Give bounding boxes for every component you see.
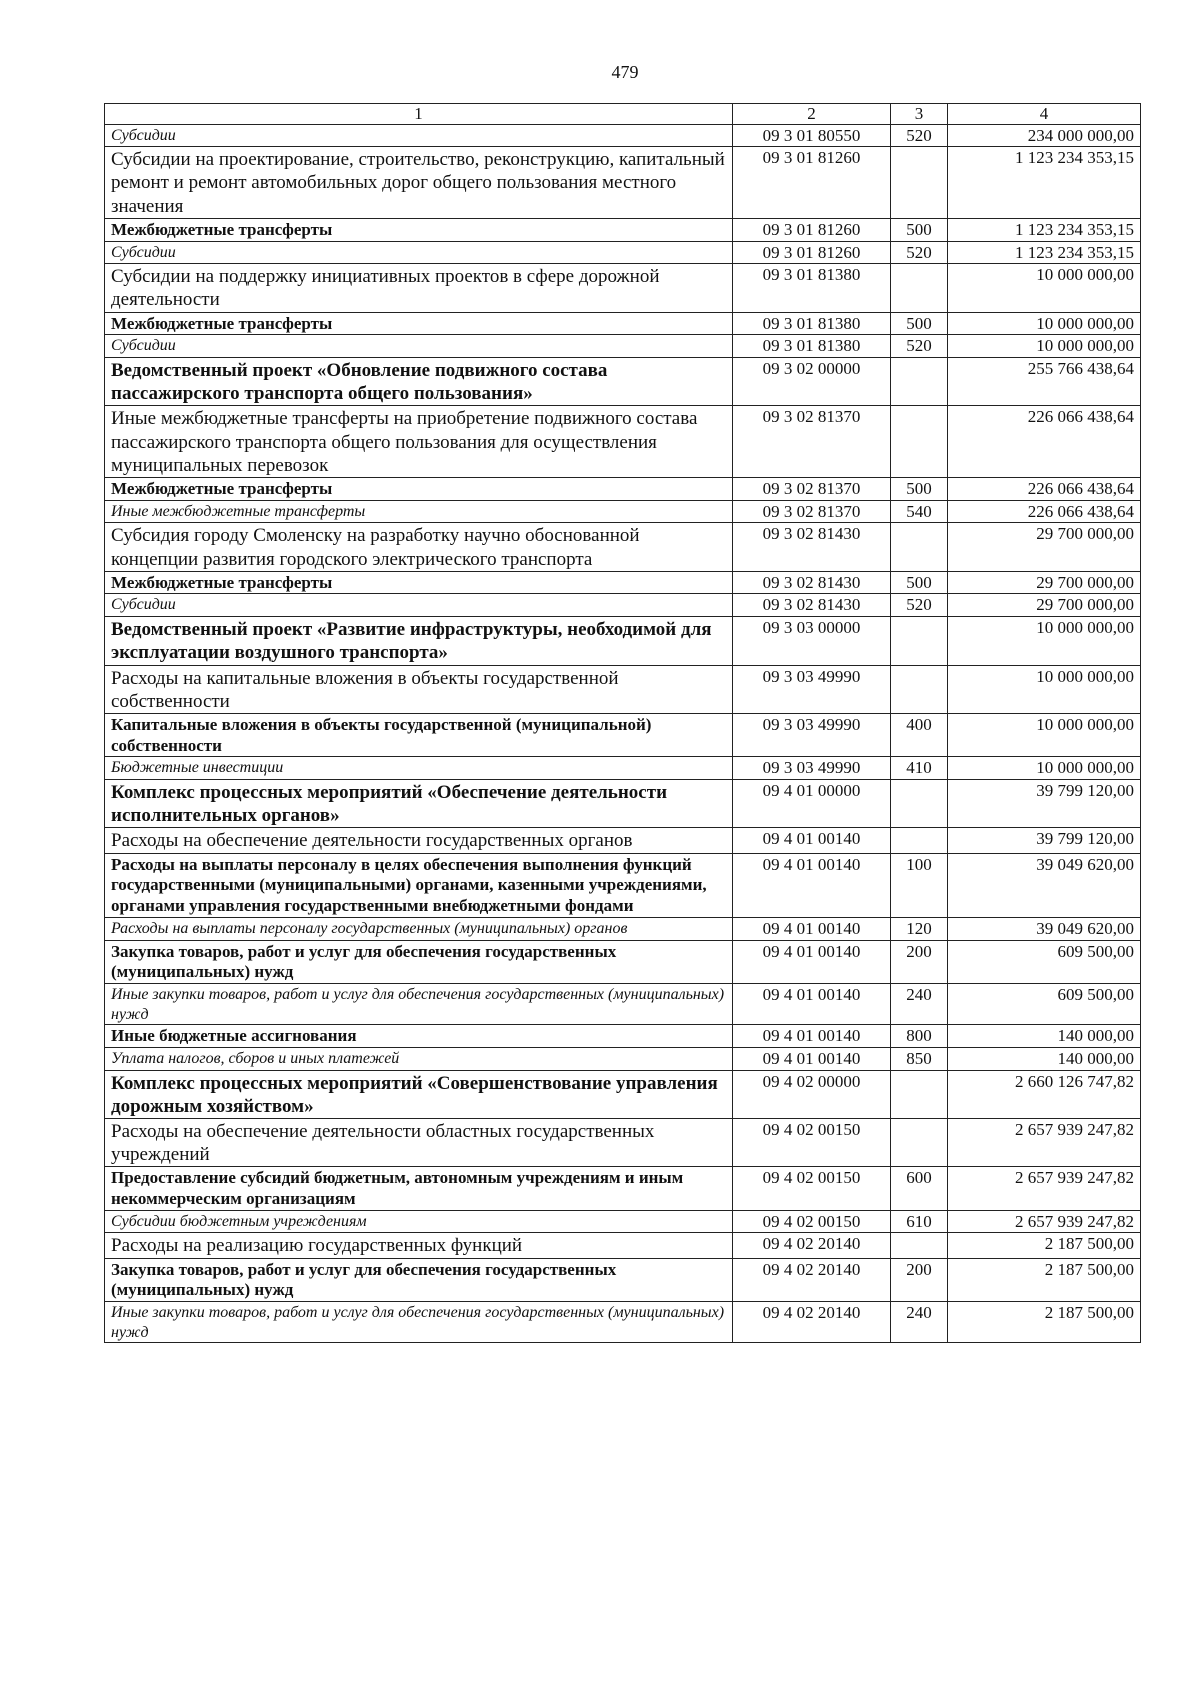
row-expense-type: 200 <box>891 940 948 983</box>
row-expense-type: 410 <box>891 757 948 780</box>
table-row <box>105 312 1141 335</box>
table-row <box>105 1118 1141 1166</box>
row-expense-type: 240 <box>891 1302 948 1343</box>
table-row <box>105 571 1141 594</box>
row-amount: 234 000 000,00 <box>948 124 1141 147</box>
table-row <box>105 940 1141 983</box>
row-code: 09 3 01 81260 <box>733 147 891 219</box>
row-name: Иные межбюджетные трансферты <box>105 500 733 523</box>
row-code: 09 4 02 20140 <box>733 1258 891 1301</box>
row-name: Иные закупки товаров, работ и услуг для обеспечения государственных (муниципальных) нужд <box>105 984 733 1025</box>
row-name: Расходы на выплаты персоналу государственных (муниципальных) органов <box>105 917 733 940</box>
table-row <box>105 1025 1141 1048</box>
row-code: 09 4 02 00000 <box>733 1070 891 1118</box>
table-row <box>105 828 1141 853</box>
row-code: 09 3 02 81370 <box>733 477 891 500</box>
row-amount: 10 000 000,00 <box>948 665 1141 713</box>
row-amount: 10 000 000,00 <box>948 617 1141 665</box>
row-expense-type: 500 <box>891 312 948 335</box>
table-row <box>105 1070 1141 1118</box>
row-amount: 29 700 000,00 <box>948 571 1141 594</box>
budget-table <box>104 103 1141 1343</box>
table-row <box>105 594 1141 617</box>
row-expense-type <box>891 264 948 312</box>
column-header-2: 2 <box>733 104 891 125</box>
row-code: 09 3 01 81380 <box>733 335 891 358</box>
column-header-3: 3 <box>891 104 948 125</box>
row-name: Субсидии <box>105 124 733 147</box>
row-expense-type: 800 <box>891 1025 948 1048</box>
row-code: 09 3 02 81430 <box>733 594 891 617</box>
row-expense-type <box>891 780 948 828</box>
row-expense-type <box>891 147 948 219</box>
row-expense-type: 500 <box>891 571 948 594</box>
row-name: Расходы на реализацию государственных функций <box>105 1233 733 1258</box>
row-expense-type: 520 <box>891 594 948 617</box>
row-amount: 10 000 000,00 <box>948 713 1141 756</box>
row-code: 09 4 02 20140 <box>733 1302 891 1343</box>
row-name: Субсидия городу Смоленску на разработку научно обоснованной концепции развития городского электрического транспорта <box>105 523 733 571</box>
row-name: Субсидии <box>105 241 733 264</box>
row-code: 09 4 01 00140 <box>733 1047 891 1070</box>
row-amount: 1 123 234 353,15 <box>948 218 1141 241</box>
row-code: 09 3 03 49990 <box>733 713 891 756</box>
table-row <box>105 1210 1141 1233</box>
row-expense-type <box>891 617 948 665</box>
row-amount: 10 000 000,00 <box>948 264 1141 312</box>
row-code: 09 4 01 00140 <box>733 984 891 1025</box>
row-name: Иные закупки товаров, работ и услуг для обеспечения государственных (муниципальных) нужд <box>105 1302 733 1343</box>
row-expense-type: 240 <box>891 984 948 1025</box>
row-code: 09 4 01 00140 <box>733 917 891 940</box>
row-amount: 2 187 500,00 <box>948 1302 1141 1343</box>
table-row <box>105 335 1141 358</box>
row-name: Закупка товаров, работ и услуг для обеспечения государственных (муниципальных) нужд <box>105 940 733 983</box>
row-code: 09 4 01 00140 <box>733 940 891 983</box>
row-code: 09 3 02 81370 <box>733 500 891 523</box>
row-expense-type: 610 <box>891 1210 948 1233</box>
row-code: 09 4 02 00150 <box>733 1118 891 1166</box>
row-expense-type: 850 <box>891 1047 948 1070</box>
row-amount: 1 123 234 353,15 <box>948 147 1141 219</box>
row-amount: 609 500,00 <box>948 984 1141 1025</box>
row-amount: 140 000,00 <box>948 1025 1141 1048</box>
row-amount: 140 000,00 <box>948 1047 1141 1070</box>
row-expense-type <box>891 665 948 713</box>
row-code: 09 4 02 00150 <box>733 1167 891 1210</box>
row-code: 09 3 02 81430 <box>733 571 891 594</box>
row-amount: 609 500,00 <box>948 940 1141 983</box>
row-amount: 10 000 000,00 <box>948 757 1141 780</box>
row-code: 09 3 01 81380 <box>733 312 891 335</box>
row-expense-type: 400 <box>891 713 948 756</box>
row-amount: 39 799 120,00 <box>948 780 1141 828</box>
budget-table-body <box>105 104 1141 1343</box>
row-expense-type: 120 <box>891 917 948 940</box>
table-row <box>105 713 1141 756</box>
row-name: Расходы на выплаты персоналу в целях обеспечения выполнения функций государственными (муниципальными) органами, казенными учреждениями, органами управления государственными внебюджетными фондами <box>105 853 733 917</box>
row-name: Капитальные вложения в объекты государственной (муниципальной) собственности <box>105 713 733 756</box>
table-row <box>105 757 1141 780</box>
row-name: Иные межбюджетные трансферты на приобретение подвижного состава пассажирского транспорта общего пользования для осуществления муниципальных перевозок <box>105 406 733 478</box>
row-name: Иные бюджетные ассигнования <box>105 1025 733 1048</box>
row-amount: 2 660 126 747,82 <box>948 1070 1141 1118</box>
table-header-row <box>105 104 1141 125</box>
row-code: 09 4 01 00140 <box>733 1025 891 1048</box>
row-name: Расходы на обеспечение деятельности государственных органов <box>105 828 733 853</box>
row-expense-type <box>891 406 948 478</box>
row-expense-type: 540 <box>891 500 948 523</box>
row-name: Комплекс процессных мероприятий «Совершенствование управления дорожным хозяйством» <box>105 1070 733 1118</box>
row-amount: 29 700 000,00 <box>948 523 1141 571</box>
table-row <box>105 665 1141 713</box>
row-expense-type: 200 <box>891 1258 948 1301</box>
row-name: Субсидии бюджетным учреждениям <box>105 1210 733 1233</box>
row-amount: 10 000 000,00 <box>948 312 1141 335</box>
table-row <box>105 477 1141 500</box>
table-row <box>105 853 1141 917</box>
table-row <box>105 147 1141 219</box>
row-code: 09 3 03 49990 <box>733 757 891 780</box>
table-row <box>105 523 1141 571</box>
row-amount: 2 657 939 247,82 <box>948 1118 1141 1166</box>
row-code: 09 4 01 00000 <box>733 780 891 828</box>
row-amount: 2 187 500,00 <box>948 1233 1141 1258</box>
table-row <box>105 406 1141 478</box>
row-name: Закупка товаров, работ и услуг для обеспечения государственных (муниципальных) нужд <box>105 1258 733 1301</box>
row-code: 09 4 01 00140 <box>733 853 891 917</box>
table-row <box>105 241 1141 264</box>
row-amount: 39 799 120,00 <box>948 828 1141 853</box>
row-amount: 39 049 620,00 <box>948 917 1141 940</box>
table-row <box>105 1302 1141 1343</box>
row-name: Межбюджетные трансферты <box>105 477 733 500</box>
row-name: Субсидии на проектирование, строительство, реконструкцию, капитальный ремонт и ремонт автомобильных дорог общего пользования местного значения <box>105 147 733 219</box>
table-row <box>105 984 1141 1025</box>
row-name: Межбюджетные трансферты <box>105 312 733 335</box>
row-name: Комплекс процессных мероприятий «Обеспечение деятельности исполнительных органов» <box>105 780 733 828</box>
row-name: Субсидии <box>105 594 733 617</box>
table-row <box>105 917 1141 940</box>
table-row <box>105 124 1141 147</box>
column-header-4: 4 <box>948 104 1141 125</box>
row-amount: 2 657 939 247,82 <box>948 1210 1141 1233</box>
row-amount: 1 123 234 353,15 <box>948 241 1141 264</box>
row-code: 09 4 02 00150 <box>733 1210 891 1233</box>
row-expense-type: 520 <box>891 241 948 264</box>
table-row <box>105 1258 1141 1301</box>
row-name: Субсидии на поддержку инициативных проектов в сфере дорожной деятельности <box>105 264 733 312</box>
row-expense-type: 100 <box>891 853 948 917</box>
table-row <box>105 500 1141 523</box>
row-name: Субсидии <box>105 335 733 358</box>
row-name: Ведомственный проект «Обновление подвижного состава пассажирского транспорта общего пользования» <box>105 358 733 406</box>
row-expense-type: 500 <box>891 477 948 500</box>
table-row <box>105 617 1141 665</box>
row-amount: 10 000 000,00 <box>948 335 1141 358</box>
row-expense-type <box>891 1118 948 1166</box>
row-name: Межбюджетные трансферты <box>105 218 733 241</box>
row-amount: 2 187 500,00 <box>948 1258 1141 1301</box>
row-code: 09 3 03 00000 <box>733 617 891 665</box>
row-code: 09 4 01 00140 <box>733 828 891 853</box>
table-row <box>105 1047 1141 1070</box>
row-name: Бюджетные инвестиции <box>105 757 733 780</box>
row-name: Расходы на капитальные вложения в объекты государственной собственности <box>105 665 733 713</box>
row-expense-type <box>891 1070 948 1118</box>
row-expense-type <box>891 1233 948 1258</box>
column-header-1: 1 <box>105 104 733 125</box>
row-amount: 2 657 939 247,82 <box>948 1167 1141 1210</box>
row-amount: 226 066 438,64 <box>948 406 1141 478</box>
table-row <box>105 1167 1141 1210</box>
table-row <box>105 1233 1141 1258</box>
row-code: 09 3 02 81370 <box>733 406 891 478</box>
row-expense-type: 520 <box>891 335 948 358</box>
row-code: 09 4 02 20140 <box>733 1233 891 1258</box>
row-amount: 226 066 438,64 <box>948 500 1141 523</box>
page-number: 479 <box>611 62 639 82</box>
row-amount: 226 066 438,64 <box>948 477 1141 500</box>
row-code: 09 3 03 49990 <box>733 665 891 713</box>
row-code: 09 3 01 81260 <box>733 218 891 241</box>
row-expense-type <box>891 828 948 853</box>
row-expense-type: 600 <box>891 1167 948 1210</box>
row-amount: 255 766 438,64 <box>948 358 1141 406</box>
row-expense-type: 520 <box>891 124 948 147</box>
row-code: 09 3 02 00000 <box>733 358 891 406</box>
row-code: 09 3 01 81380 <box>733 264 891 312</box>
row-expense-type: 500 <box>891 218 948 241</box>
table-row <box>105 218 1141 241</box>
row-code: 09 3 01 80550 <box>733 124 891 147</box>
row-name: Расходы на обеспечение деятельности областных государственных учреждений <box>105 1118 733 1166</box>
row-amount: 29 700 000,00 <box>948 594 1141 617</box>
row-amount: 39 049 620,00 <box>948 853 1141 917</box>
row-name: Ведомственный проект «Развитие инфраструктуры, необходимой для эксплуатации воздушного транспорта» <box>105 617 733 665</box>
table-row <box>105 358 1141 406</box>
row-name: Предоставление субсидий бюджетным, автономным учреждениям и иным некоммерческим организациям <box>105 1167 733 1210</box>
table-row <box>105 780 1141 828</box>
row-code: 09 3 01 81260 <box>733 241 891 264</box>
row-expense-type <box>891 523 948 571</box>
row-name: Уплата налогов, сборов и иных платежей <box>105 1047 733 1070</box>
row-expense-type <box>891 358 948 406</box>
row-code: 09 3 02 81430 <box>733 523 891 571</box>
table-row <box>105 264 1141 312</box>
row-name: Межбюджетные трансферты <box>105 571 733 594</box>
